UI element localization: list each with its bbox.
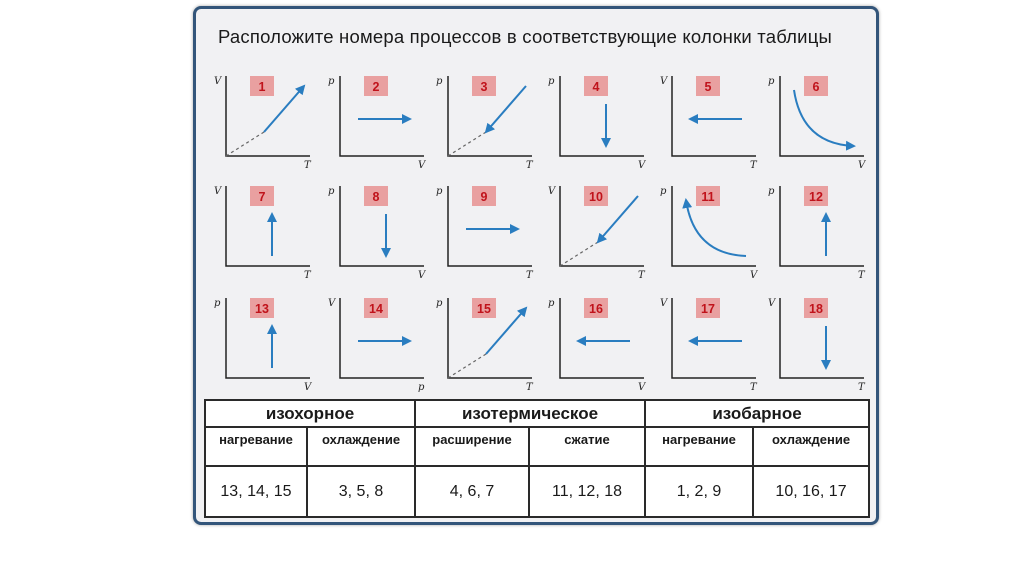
extrapolation-line — [448, 132, 486, 156]
process-number: 5 — [704, 80, 712, 94]
y-axis-label: p — [436, 76, 443, 87]
x-axis-label: T — [858, 382, 865, 393]
x-axis-label: T — [750, 160, 757, 171]
x-axis-label: V — [638, 382, 646, 393]
y-axis-label: p — [436, 298, 443, 309]
y-axis-label: p — [660, 186, 667, 197]
process-graph-1 — [214, 76, 312, 171]
answer-cell: 3, 5, 8 — [307, 466, 415, 517]
x-axis-label: V — [418, 160, 426, 171]
process-number: 9 — [480, 190, 488, 204]
process-number: 17 — [701, 302, 715, 316]
process-number: 13 — [255, 302, 269, 316]
process-graph-9 — [436, 186, 534, 281]
process-graph-11 — [660, 186, 759, 281]
subheader-cell: нагревание — [205, 427, 307, 466]
y-axis-label: p — [214, 298, 221, 309]
process-graph-2 — [328, 76, 427, 171]
subheader-cell: нагревание — [645, 427, 753, 466]
process-number: 7 — [258, 190, 266, 204]
x-axis-label: V — [418, 270, 426, 281]
x-axis-label: T — [304, 160, 311, 171]
group-isobaric: изобарное — [645, 400, 869, 427]
y-axis-label: V — [214, 76, 222, 87]
process-graph-5 — [660, 76, 758, 171]
x-axis-label: V — [750, 270, 758, 281]
process-graph-7 — [214, 186, 312, 281]
process-number: 1 — [258, 80, 266, 94]
process-graph-3 — [436, 76, 534, 171]
process-number: 11 — [701, 190, 715, 204]
y-axis-label: p — [548, 298, 555, 309]
y-axis-label: V — [214, 186, 222, 197]
process-graph-16 — [548, 298, 647, 393]
process-number: 16 — [589, 302, 603, 316]
x-axis-label: p — [418, 382, 425, 393]
process-number: 4 — [592, 80, 600, 94]
process-graph-4 — [548, 76, 647, 171]
process-graph-18 — [768, 298, 866, 393]
process-number: 15 — [477, 302, 491, 316]
process-graph-8 — [328, 186, 427, 281]
process-arrow — [686, 200, 746, 256]
process-graph-12 — [768, 186, 866, 281]
y-axis-label: V — [328, 298, 336, 309]
x-axis-label: T — [858, 270, 865, 281]
answer-cell: 10, 16, 17 — [753, 466, 869, 517]
process-graph-10 — [548, 186, 646, 281]
x-axis-label: V — [304, 382, 312, 393]
answer-cell: 4, 6, 7 — [415, 466, 529, 517]
process-number: 18 — [809, 302, 823, 316]
x-axis-label: T — [638, 270, 645, 281]
process-number: 14 — [369, 302, 383, 316]
x-axis-label: T — [526, 382, 533, 393]
y-axis-label: p — [768, 186, 775, 197]
x-axis-label: T — [750, 382, 757, 393]
task-title: Расположите номера процессов в соответствующие колонки таблицы — [218, 26, 833, 47]
process-number: 8 — [372, 190, 380, 204]
process-number: 3 — [480, 80, 488, 94]
group-isothermal: изотермическое — [415, 400, 645, 427]
y-axis-label: p — [436, 186, 443, 197]
y-axis-label: p — [548, 76, 555, 87]
x-axis-label: T — [526, 160, 533, 171]
process-number: 6 — [812, 80, 820, 94]
process-number: 10 — [589, 190, 603, 204]
y-axis-label: V — [548, 186, 556, 197]
process-graph-13 — [214, 298, 313, 393]
extrapolation-line — [448, 354, 486, 378]
y-axis-label: p — [768, 76, 775, 87]
y-axis-label: V — [660, 298, 668, 309]
y-axis-label: V — [660, 76, 668, 87]
process-graph-6 — [768, 76, 867, 171]
group-isochoric: изохорное — [205, 400, 415, 427]
process-arrow — [794, 90, 854, 146]
process-number: 2 — [372, 80, 380, 94]
y-axis-label: p — [328, 76, 335, 87]
y-axis-label: V — [768, 298, 776, 309]
answer-cell: 13, 14, 15 — [205, 466, 307, 517]
answer-table — [204, 399, 870, 518]
process-number: 12 — [809, 190, 823, 204]
x-axis-label: T — [526, 270, 533, 281]
answer-cell: 11, 12, 18 — [529, 466, 645, 517]
subheader-cell: охлаждение — [753, 427, 869, 466]
x-axis-label: V — [858, 160, 866, 171]
x-axis-label: T — [304, 270, 311, 281]
process-graph-17 — [660, 298, 758, 393]
process-graph-14 — [328, 298, 425, 393]
x-axis-label: V — [638, 160, 646, 171]
extrapolation-line — [560, 242, 598, 266]
process-graph-15 — [436, 298, 534, 393]
extrapolation-line — [226, 132, 264, 156]
subheader-cell: охлаждение — [307, 427, 415, 466]
answer-cell: 1, 2, 9 — [645, 466, 753, 517]
subheader-cell: сжатие — [529, 427, 645, 466]
subheader-cell: расширение — [415, 427, 529, 466]
y-axis-label: p — [328, 186, 335, 197]
